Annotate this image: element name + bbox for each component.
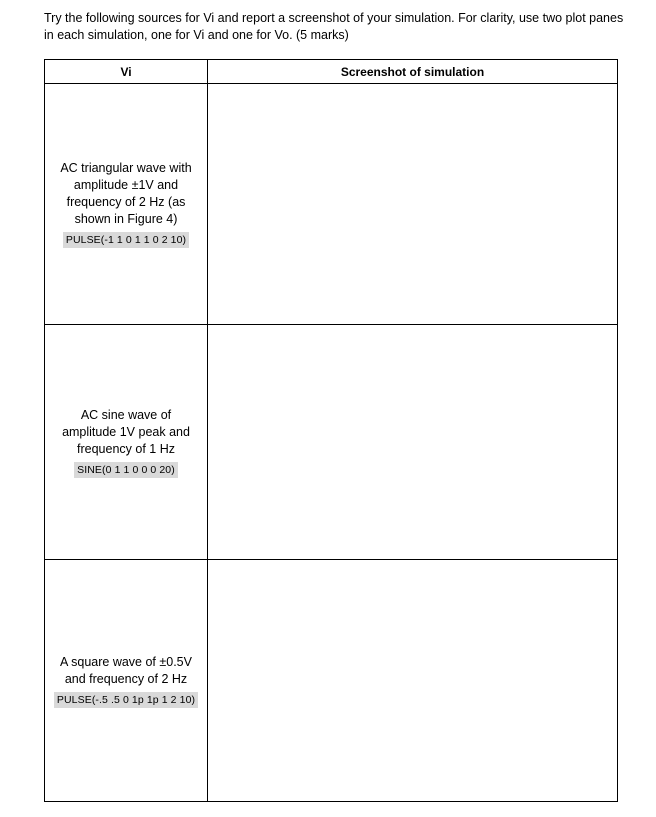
screenshot-cell[interactable] <box>208 560 618 802</box>
vi-column-header: Vi <box>45 60 208 84</box>
source-description: AC triangular wave with amplitude ±1V and frequency of 2 Hz (as shown in Figure 4) <box>60 161 192 226</box>
sources-table <box>44 59 618 802</box>
table-row <box>45 84 618 325</box>
table-row <box>45 325 618 560</box>
table-row <box>45 560 618 802</box>
vi-cell <box>45 325 208 560</box>
spice-source-code: PULSE(-1 1 0 1 1 0 2 10) <box>63 232 189 248</box>
screenshot-cell[interactable] <box>208 84 618 325</box>
source-description: AC sine wave of amplitude 1V peak and frequency of 1 Hz <box>62 407 190 456</box>
table-header-row <box>45 60 618 84</box>
source-description: A square wave of ±0.5V and frequency of 2 Hz <box>60 654 192 686</box>
instructions-text: Try the following sources for Vi and report a screenshot of your simulation. For clarity, use two plot panes in each simulation, one for Vi and one for Vo. (5 marks) <box>44 11 624 42</box>
vi-cell <box>45 560 208 802</box>
screenshot-cell[interactable] <box>208 325 618 560</box>
spice-source-code: SINE(0 1 1 0 0 0 20) <box>74 462 178 478</box>
screenshot-column-header: Screenshot of simulation <box>208 60 618 84</box>
vi-cell <box>45 84 208 325</box>
spice-source-code: PULSE(-.5 .5 0 1p 1p 1 2 10) <box>54 692 198 708</box>
